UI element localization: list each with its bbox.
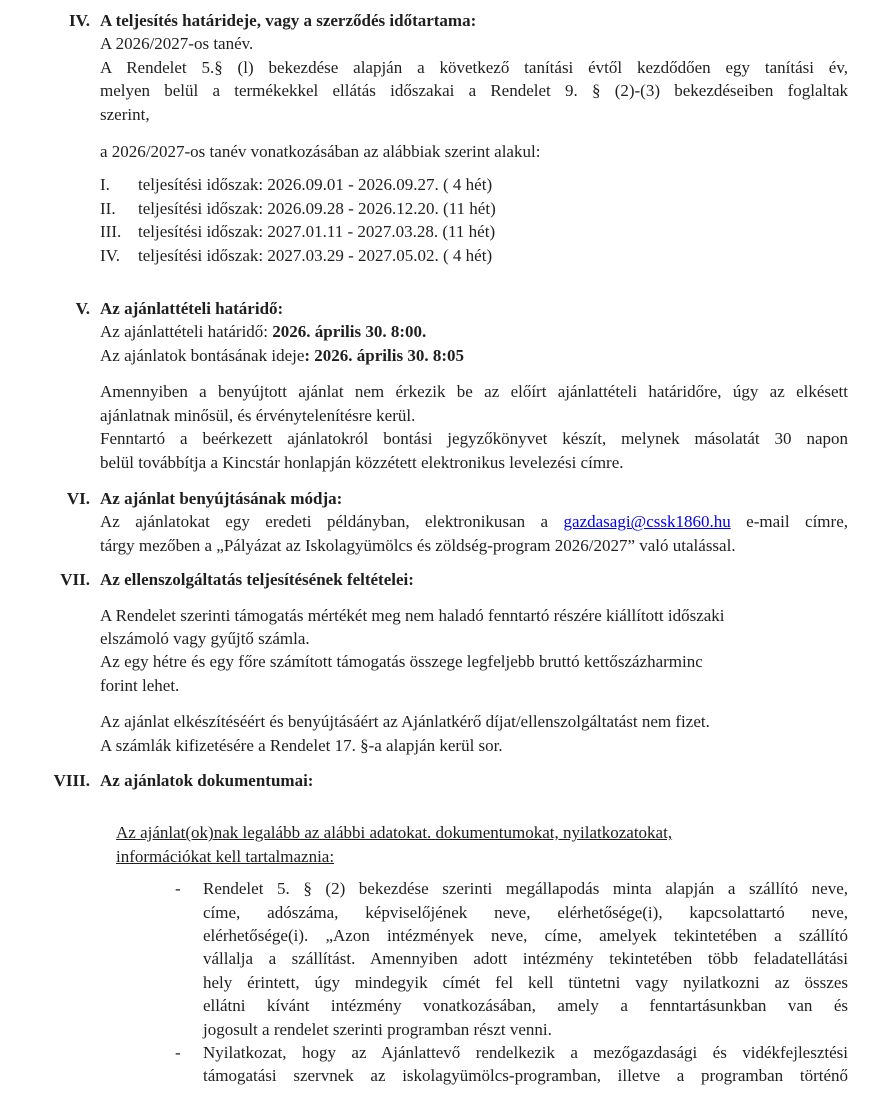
paragraph-line: A számlák kifizetésére a Rendelet 17. §-a alapján kerül sor. xyxy=(100,735,503,755)
deadline-value: 2026. április 30. 8:00. xyxy=(272,322,427,342)
section-title: A teljesítés határideje, vagy a szerződés időtartama: xyxy=(100,11,477,30)
list-item xyxy=(100,197,848,220)
section-number: VIII. xyxy=(53,770,90,790)
paragraph-line: A 2026/2027-os tanév. xyxy=(100,34,254,54)
paragraph-line: belül továbbítja a Kincstár honlapján közzétett elektronikus levelezési címre. xyxy=(100,452,624,472)
list-item-text: teljesítési időszak: 2026.09.28 - 2026.12.20. (11 hét) xyxy=(138,198,496,218)
opening-label: Az ajánlatok bontásának ideje xyxy=(100,345,305,365)
paragraph-line: címe, adószáma, képviselőjének neve, elérhetősége(i), kapcsolattartó neve, xyxy=(203,902,848,922)
paragraph-line: elérhetősége(i). „Azon intézmények neve, címe, amelyek tekintetében a szállító xyxy=(203,926,848,945)
paragraph-line: elszámoló vagy gyűjtő számla. xyxy=(100,628,310,648)
opening-value: : 2026. április 30. 8:05 xyxy=(304,345,464,365)
paragraph-line: A Rendelet 5.§ (l) bekezdése alapján a következő tanítási évtől kezdődően egy tanítási év, xyxy=(100,57,848,77)
paragraph-line: Nyilatkozat, hogy az Ajánlattevő rendelkezik a mezőgazdasági és vidékfejlesztési xyxy=(203,1043,848,1063)
email-link[interactable]: gazdasagi@cssk1860.hu xyxy=(563,512,731,532)
section-content xyxy=(100,568,848,757)
list-item xyxy=(100,173,848,196)
list-item-number: II. xyxy=(100,198,116,218)
paragraph-line: A Rendelet szerinti támogatás mértékét meg nem haladó fenntartó részére kiállított időszaki xyxy=(100,605,725,625)
paragraph-line: szerint, xyxy=(100,104,150,124)
paragraph-line: információkat kell tartalmaznia: xyxy=(116,846,335,866)
list-item-text: teljesítési időszak: 2027.03.29 - 2027.05.02. ( 4 hét) xyxy=(138,245,493,265)
list-item-number: I. xyxy=(100,175,110,195)
list-item-text: teljesítési időszak: 2027.01.11 - 2027.03.28. (11 hét) xyxy=(138,222,496,242)
paragraph-line: a 2026/2027-os tanév vonatkozásában az alábbiak szerint alakul: xyxy=(100,142,541,162)
section-v xyxy=(40,297,885,474)
paragraph-line: vállalja a szállítást. Amennyiben adott intézmény tekintetében több feladatellátási xyxy=(203,949,848,969)
email-line-post: e-mail címre, xyxy=(730,512,848,532)
section-content xyxy=(100,769,848,1088)
section-title: Az ajánlatok dokumentumai: xyxy=(100,770,314,790)
paragraph-line: Fenntartó a beérkezett ajánlatokról bontási jegyzőkönyvet készít, melynek másolatát 30 napon xyxy=(100,429,848,449)
email-line-pre: Az ajánlatokat egy eredeti példányban, elektronikusan a xyxy=(100,512,564,532)
section-content xyxy=(100,487,848,557)
paragraph-line: forint lehet. xyxy=(100,675,180,695)
section-number: V. xyxy=(75,299,90,319)
dash-bullet: - xyxy=(175,879,181,899)
paragraph-line: Az ajánlat(ok)nak legalább az alábbi adatokat. dokumentumokat, nyilatkozatokat, xyxy=(116,823,673,843)
list-item-text xyxy=(203,877,848,1041)
list-item xyxy=(100,1041,848,1088)
paragraph-line: Az egy hétre és egy főre számított támogatás összege legfeljebb bruttó kettőszázharminc xyxy=(100,652,703,672)
section-content xyxy=(100,297,848,474)
paragraph-line: melyen belül a termékekkel ellátás időszakai a Rendelet 9. § (2)-(3) bekezdéseiben foglaltak xyxy=(100,81,848,101)
paragraph-line: Amennyiben a benyújtott ajánlat nem érkezik be az előírt ajánlattételi határidőre, úgy az elkésett xyxy=(100,382,848,402)
requirements-list xyxy=(100,877,848,1088)
list-item xyxy=(100,877,848,1041)
section-number: VII. xyxy=(60,570,90,590)
section-number: VI. xyxy=(66,488,90,508)
paragraph-line: tárgy mezőben a „Pályázat az Iskolagyümölcs és zöldség-program 2026/2027” való utalással. xyxy=(100,535,736,555)
section-vi xyxy=(40,487,885,557)
deadline-label: Az ajánlattételi határidő: xyxy=(100,322,273,342)
deadline-line xyxy=(100,320,848,343)
section-iv xyxy=(40,9,885,267)
section-title: Az ellenszolgáltatás teljesítésének feltételei: xyxy=(100,570,414,590)
opening-line xyxy=(100,344,848,367)
section-title: Az ajánlattételi határidő: xyxy=(100,299,284,319)
paragraph-line xyxy=(100,510,848,533)
section-number: IV. xyxy=(69,11,90,30)
paragraph-line: Rendelet 5. § (2) bekezdése szerinti megállapodás minta alapján a szállító neve, xyxy=(203,879,848,899)
paragraph-line: ajánlatnak minősül, és érvénytelenítésre kerül. xyxy=(100,405,416,425)
section-content xyxy=(100,9,848,267)
list-item-text xyxy=(203,1041,848,1088)
list-item-text: teljesítési időszak: 2026.09.01 - 2026.09.27. ( 4 hét) xyxy=(138,175,493,195)
period-list xyxy=(100,173,848,267)
requirements-intro xyxy=(116,821,848,868)
section-vii xyxy=(40,568,885,757)
dash-bullet: - xyxy=(175,1043,181,1063)
paragraph-line: Az ajánlat elkészítéséért és benyújtásáért az Ajánlatkérő díjat/ellenszolgáltatást nem fizet. xyxy=(100,712,710,732)
list-item xyxy=(100,220,848,243)
paragraph-line: ellátni kívánt intézmény vonatkozásában, amely a fenntartásunkban van és xyxy=(203,996,848,1016)
section-title: Az ajánlat benyújtásának módja: xyxy=(100,488,343,508)
section-viii xyxy=(40,769,885,1088)
list-item-number: IV. xyxy=(100,245,120,265)
list-item-number: III. xyxy=(100,222,122,242)
paragraph-line: támogatási szervnek az iskolagyümölcs-programban, illetve a programban történő xyxy=(203,1066,848,1086)
paragraph-line: jogosult a rendelet szerinti programban részt venni. xyxy=(203,1019,552,1039)
list-item xyxy=(100,244,848,267)
paragraph-line: hely érintett, úgy mindegyik címét fel kell tüntetni vagy nyilatkozni az összes xyxy=(203,972,848,992)
